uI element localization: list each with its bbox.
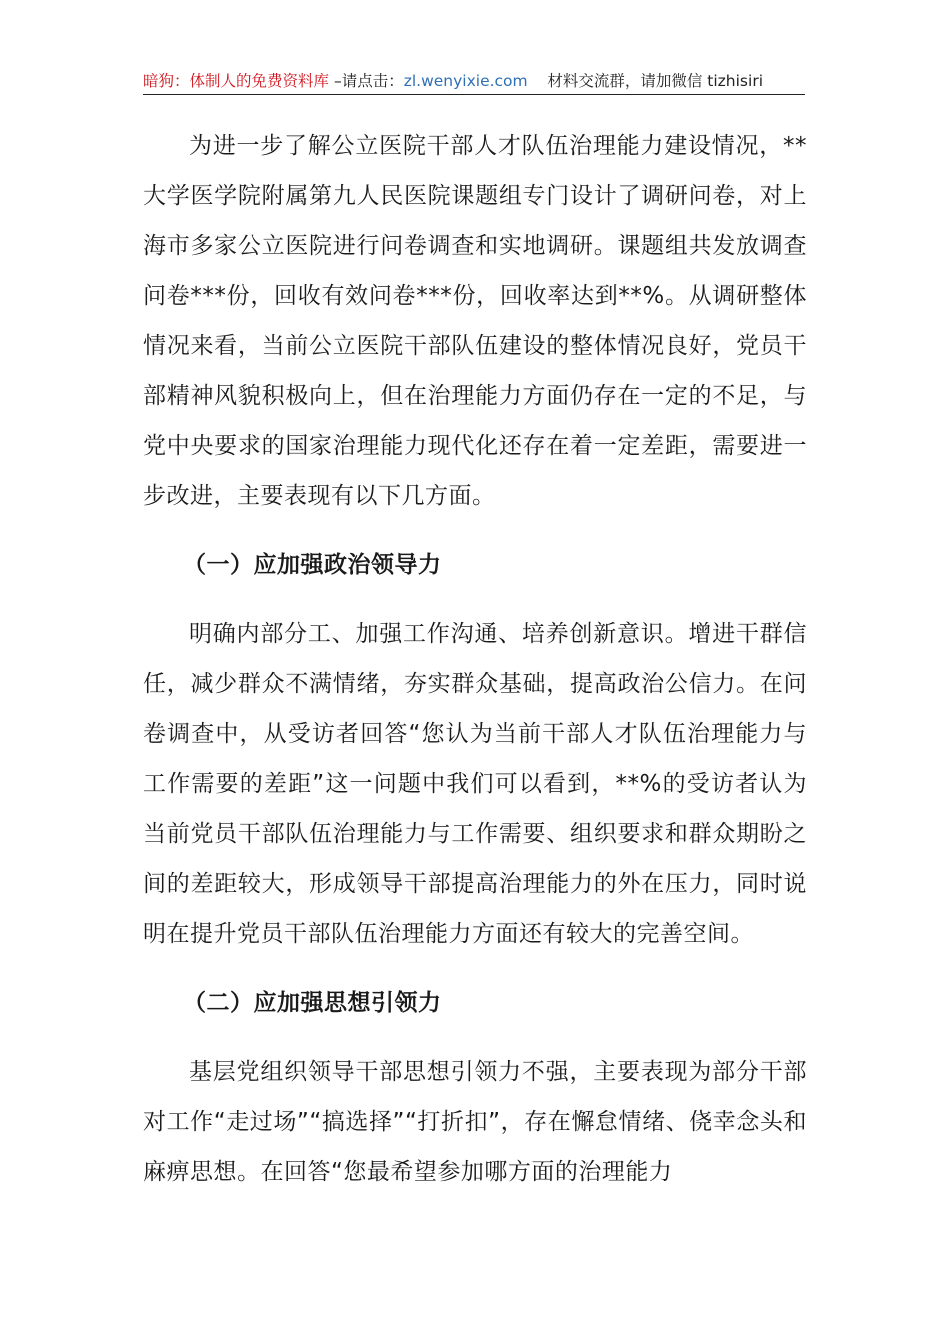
section-heading-1: （一）应加强政治领导力 [183, 552, 442, 578]
page-header [143, 68, 805, 95]
link-prompt: –请点击： [329, 72, 404, 90]
group-note: 材料交流群，请加微信 tizhisiri [547, 72, 763, 90]
site-link[interactable]: zl.wenyixie.com [403, 72, 528, 90]
section-paragraph-1: 明确内部分工、加强工作沟通、培养创新意识。增进干群信任，减少群众不满情绪，夯实群众基础，提高政治公信力。在问卷调查中，从受访者回答“您认为当前干部人才队伍治理能力与工作需要的差距”这一问题中我们可以看到，**%的受访者认为当前党员干部队伍治理能力与工作需要、组织要求和群众期盼之间的差距较大，形成领导干部提高治理能力的外在压力，同时说明在提升党员干部队伍治理能力方面还有较大的完善空间。 [143, 621, 807, 947]
intro-paragraph: 为进一步了解公立医院干部人才队伍治理能力建设情况，**大学医学院附属第九人民医院课题组专门设计了调研问卷，对上海市多家公立医院进行问卷调查和实地调研。课题组共发放调查问卷***份，回收有效问卷***份，回收率达到**%。从调研整体情况来看，当前公立医院干部队伍建设的整体情况良好，党员干部精神风貌积极向上，但在治理能力方面仍存在一定的不足，与党中央要求的国家治理能力现代化还存在着一定差距，需要进一步改进，主要表现有以下几方面。 [143, 133, 807, 509]
section-heading-2: （二）应加强思想引领力 [183, 990, 442, 1016]
site-name: 暗狗：体制人的免费资料库 [143, 72, 330, 90]
document-body [143, 121, 807, 1197]
section-paragraph-2: 基层党组织领导干部思想引领力不强，主要表现为部分干部对工作“走过场”“搞选择”“打折扣”，存在懈怠情绪、侥幸念头和麻痹思想。在回答“您最希望参加哪方面的治理能力 [143, 1059, 807, 1185]
